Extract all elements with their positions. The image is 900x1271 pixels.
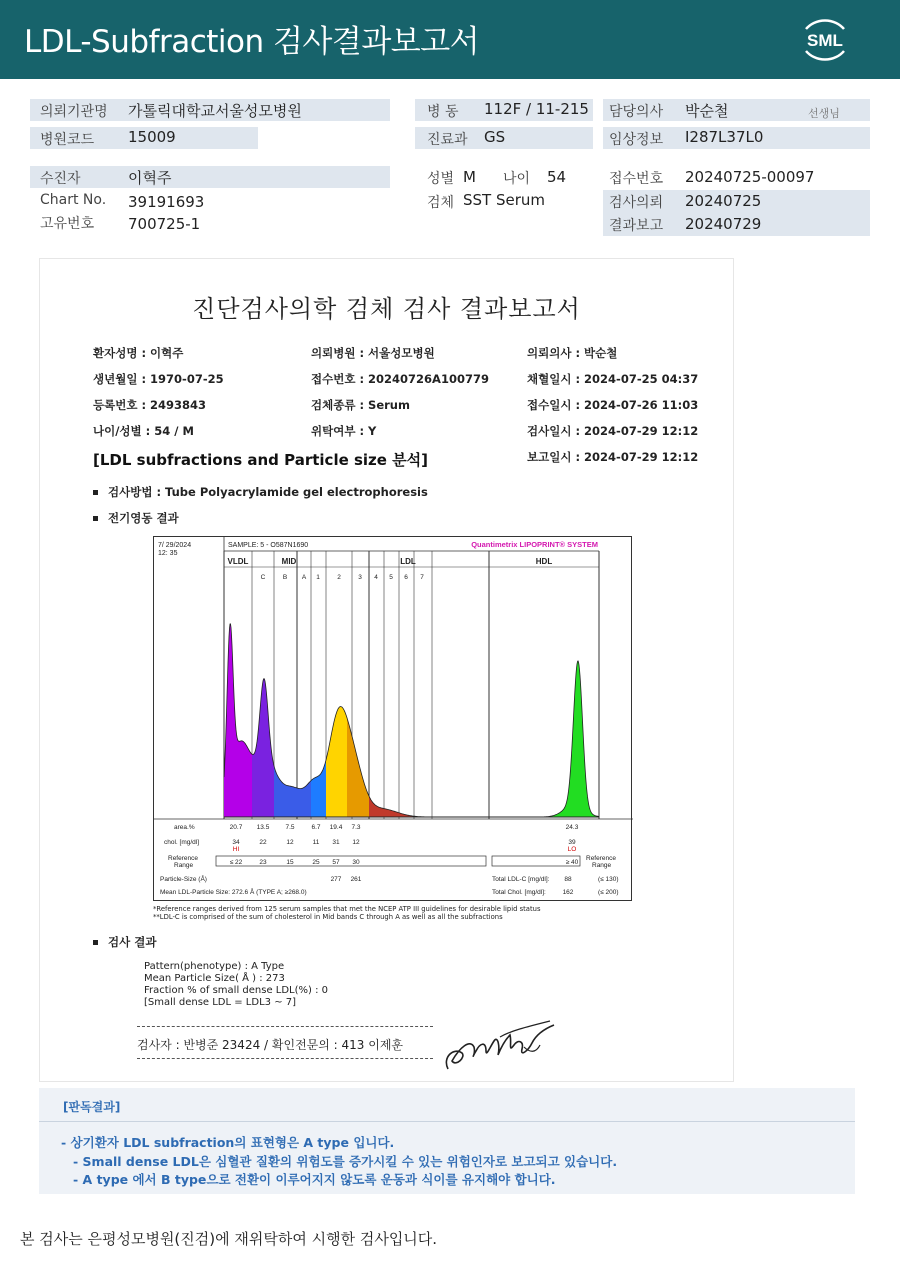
row-chol-label: chol. [mg/dl]	[164, 839, 200, 846]
chart-no-label: Chart No.	[40, 192, 107, 208]
judgement-header	[39, 1088, 855, 1122]
sex-label: 성별	[427, 171, 455, 187]
report-title: 진단검사의학 검체 검사 결과보고서	[192, 295, 581, 323]
ref-label-right-1: Reference	[586, 855, 616, 862]
result-block	[144, 961, 328, 1009]
page-title: LDL-Subfraction 검사결과보고서	[24, 24, 480, 60]
info-band-examinee	[30, 166, 390, 188]
sml-logo-icon	[798, 13, 852, 65]
dept-label: 진료과	[427, 132, 468, 148]
result-line-mean-size: Mean Particle Size( Å ) : 273	[144, 973, 285, 984]
area-value: 7.5	[285, 824, 295, 831]
receipt-label: 접수번호	[609, 171, 664, 187]
age-label: 나이	[503, 171, 531, 187]
band-group-hdl: HDL	[535, 557, 553, 566]
req-institution-label: 의뢰기관명	[40, 104, 108, 120]
examinee-value: 이혁주	[128, 169, 172, 187]
report-collect-time: 채혈일시 : 2024-07-25 04:37	[527, 372, 699, 386]
report-test-time: 검사일시 : 2024-07-29 12:12	[527, 424, 699, 438]
area-value: 6.7	[311, 824, 321, 831]
result-bullet	[93, 934, 156, 950]
logo-text: SML	[807, 31, 843, 50]
doctor-suffix: 선생님	[808, 107, 840, 120]
mid-b-peak-area	[274, 766, 297, 817]
chart-sample-text: SAMPLE: 5 - O587N1690	[228, 542, 309, 549]
chol-hi-flag: HI	[232, 846, 240, 853]
hospital-code-value: 15009	[128, 128, 176, 146]
chol-lo-flag: LO	[567, 846, 577, 853]
particle-size-value: 277	[330, 876, 342, 883]
sub-band-label: 6	[404, 574, 408, 581]
ldl2-peak-area	[347, 718, 369, 817]
sub-band-label: A	[301, 574, 307, 581]
chart-date-text: 7/ 29/2024	[158, 542, 192, 549]
result-heading: 검사 결과	[108, 935, 157, 949]
report-receipt-no: 접수번호 : 20240726A100779	[311, 372, 489, 386]
area-value: 20.7	[229, 824, 243, 831]
chol-value: 22	[259, 839, 267, 846]
electro-bullet	[93, 510, 179, 526]
report-section-heading: [LDL subfractions and Particle size 분석]	[93, 451, 429, 469]
report-req-hospital: 의뢰병원 : 서울성모병원	[311, 346, 435, 360]
chol-value: 34	[232, 839, 240, 846]
area-value: 19.4	[329, 824, 343, 831]
report-reg-no: 등록번호 : 2493843	[93, 398, 207, 412]
reference-note-2: **LDL-C is comprised of the sum of cholesterol in Mid bands C through A as well as all the subfractions	[153, 913, 503, 921]
chart-time-text: 12: 35	[158, 550, 178, 557]
judgement-line-1: - 상기환자 LDL subfraction의 표현형은 A type 입니다.	[61, 1135, 395, 1150]
ref-label-right-2: Range	[592, 862, 612, 869]
electro-text: 전기영동 결과	[108, 511, 179, 525]
ref-range-box-ldl	[216, 856, 486, 866]
sub-band-label: 5	[389, 574, 393, 581]
total-ldl-ref: (≤ 130)	[598, 876, 619, 883]
age-value: 54	[547, 168, 567, 186]
report-date-label: 결과보고	[609, 218, 664, 234]
unique-no-value: 700725-1	[128, 215, 201, 233]
total-chol-ref: (≤ 200)	[598, 889, 619, 896]
chol-value: 31	[332, 839, 340, 846]
sub-band-label: C	[260, 574, 266, 581]
chol-value: 11	[312, 839, 320, 846]
ref-label-left-2: Range	[174, 862, 194, 869]
reference-notes	[153, 905, 541, 921]
specimen-label: 검체	[427, 195, 455, 211]
report-birth-date: 생년월일 : 1970-07-25	[93, 372, 224, 386]
ref-value: ≤ 22	[229, 859, 243, 866]
report-patient-name: 환자성명 : 이혁주	[93, 346, 184, 360]
clinical-value: I287L37L0	[685, 128, 764, 146]
bullet-square-icon	[93, 490, 98, 495]
particle-size-value: 261	[350, 876, 362, 883]
dept-value: GS	[484, 128, 506, 146]
bullet-square-icon	[93, 940, 98, 945]
method-bullet	[93, 484, 428, 500]
row-area-label: area.%	[174, 824, 195, 831]
sub-band-label: 3	[358, 574, 362, 581]
band-group-ldl: LDL	[400, 557, 416, 566]
bullet-square-icon	[93, 516, 98, 521]
report-report-time: 보고일시 : 2024-07-29 12:12	[527, 450, 699, 464]
result-line-sdldl: [Small dense LDL = LDL3 ~ 7]	[144, 997, 297, 1008]
mid-b2-peak-area	[297, 781, 311, 817]
chart-brand-text: Quantimetrix LIPOPRINT® SYSTEM	[471, 540, 598, 549]
tester-info: 검사자 : 반병준 23424 / 확인전문의 : 413 이제훈	[137, 1038, 404, 1052]
header-bar	[0, 0, 900, 79]
hospital-code-label: 병원코드	[40, 132, 95, 148]
doctor-label: 담당의사	[609, 104, 664, 120]
ref-value: 15	[286, 859, 294, 866]
signature-line-bottom	[137, 1058, 433, 1059]
chol-value: 12	[286, 839, 294, 846]
mid-c-peak-area	[252, 679, 274, 817]
total-ldl-value: 88	[564, 876, 572, 883]
sub-band-label: 4	[374, 574, 378, 581]
judgement-title: [판독결과]	[63, 1100, 121, 1114]
ref-value: 30	[352, 859, 360, 866]
report-req-doctor: 의뢰의사 : 박순철	[527, 346, 618, 360]
sub-band-label: 1	[316, 574, 320, 581]
electrophoresis-chart	[153, 536, 632, 901]
sub-band-label: 7	[420, 574, 424, 581]
signature-line-top	[137, 1026, 433, 1027]
ref-value: 25	[312, 859, 320, 866]
ward-value: 112F / 11-215	[484, 100, 589, 118]
report-specimen-type: 검체종류 : Serum	[311, 398, 410, 412]
report-document	[39, 258, 734, 1082]
area-value: 7.3	[351, 824, 361, 831]
particle-size-label: Particle-Size (Å)	[160, 876, 207, 883]
area-value: 24.3	[565, 824, 579, 831]
total-ldl-label: Total LDL-C [mg/dl]:	[492, 876, 550, 883]
sub-band-label: 2	[337, 574, 341, 581]
band-group-vldl: VLDL	[227, 557, 249, 566]
sex-value: M	[463, 168, 476, 186]
chol-value: 39	[568, 839, 576, 846]
report-date-value: 20240729	[685, 215, 762, 233]
doctor-value: 박순철	[685, 102, 729, 120]
ref-label-left-1: Reference	[168, 855, 198, 862]
handwritten-signature	[440, 1017, 560, 1077]
ref-value: ≥ 40	[565, 859, 579, 866]
report-age-sex: 나이/성별 : 54 / M	[93, 424, 194, 438]
result-line-pattern: Pattern(phenotype) : A Type	[144, 961, 285, 972]
judgement-line-2: - Small dense LDL은 심혈관 질환의 위험도를 증가시킬 수 있는 위험인자로 보고되고 있습니다.	[73, 1154, 618, 1169]
unique-no-label: 고유번호	[40, 216, 95, 232]
result-line-fraction: Fraction % of small dense LDL(%) : 0	[144, 985, 329, 996]
chart-no-value: 39191693	[128, 193, 205, 211]
examinee-label: 수진자	[40, 171, 81, 187]
band-group-mid: MID	[281, 557, 297, 566]
hdl-peak-area	[549, 661, 599, 817]
mean-ldl-size-text: Mean LDL-Particle Size: 272.6 Å (TYPE A; ≥268.0)	[160, 889, 307, 896]
report-consign: 위탁여부 : Y	[311, 424, 377, 438]
req-date-label: 검사의뢰	[609, 195, 664, 211]
judgement-line-3: - A type 에서 B type으로 전환이 이루어지지 않도록 운동과 식이를 유지해야 합니다.	[73, 1172, 556, 1187]
reference-note-1: *Reference ranges derived from 125 serum samples that met the NCEP ATP III guidelines for desirable lipid status	[153, 905, 541, 913]
area-value: 13.5	[256, 824, 270, 831]
sub-band-label: B	[282, 574, 288, 581]
ref-value: 57	[332, 859, 340, 866]
judgement-panel	[39, 1088, 855, 1194]
receipt-value: 20240725-00097	[685, 168, 815, 186]
electrophoresis-svg	[154, 537, 633, 902]
footer-note: 본 검사는 은평성모병원(진검)에 재위탁하여 시행한 검사입니다.	[20, 1230, 438, 1248]
clinical-label: 임상정보	[609, 132, 664, 148]
req-date-value: 20240725	[685, 192, 762, 210]
req-institution-value: 가톨릭대학교서울성모병원	[128, 102, 302, 120]
specimen-value: SST Serum	[463, 191, 546, 209]
method-text: 검사방법 : Tube Polyacrylamide gel electrophoresis	[108, 485, 428, 499]
ref-value: 23	[259, 859, 267, 866]
total-chol-value: 162	[562, 889, 574, 896]
ward-label: 병 동	[427, 104, 459, 120]
total-chol-label: Total Chol. [mg/dl]:	[492, 889, 546, 896]
report-receive-time: 접수일시 : 2024-07-26 11:03	[527, 398, 699, 412]
ldl1-peak-area	[326, 707, 347, 818]
chol-value: 12	[352, 839, 360, 846]
